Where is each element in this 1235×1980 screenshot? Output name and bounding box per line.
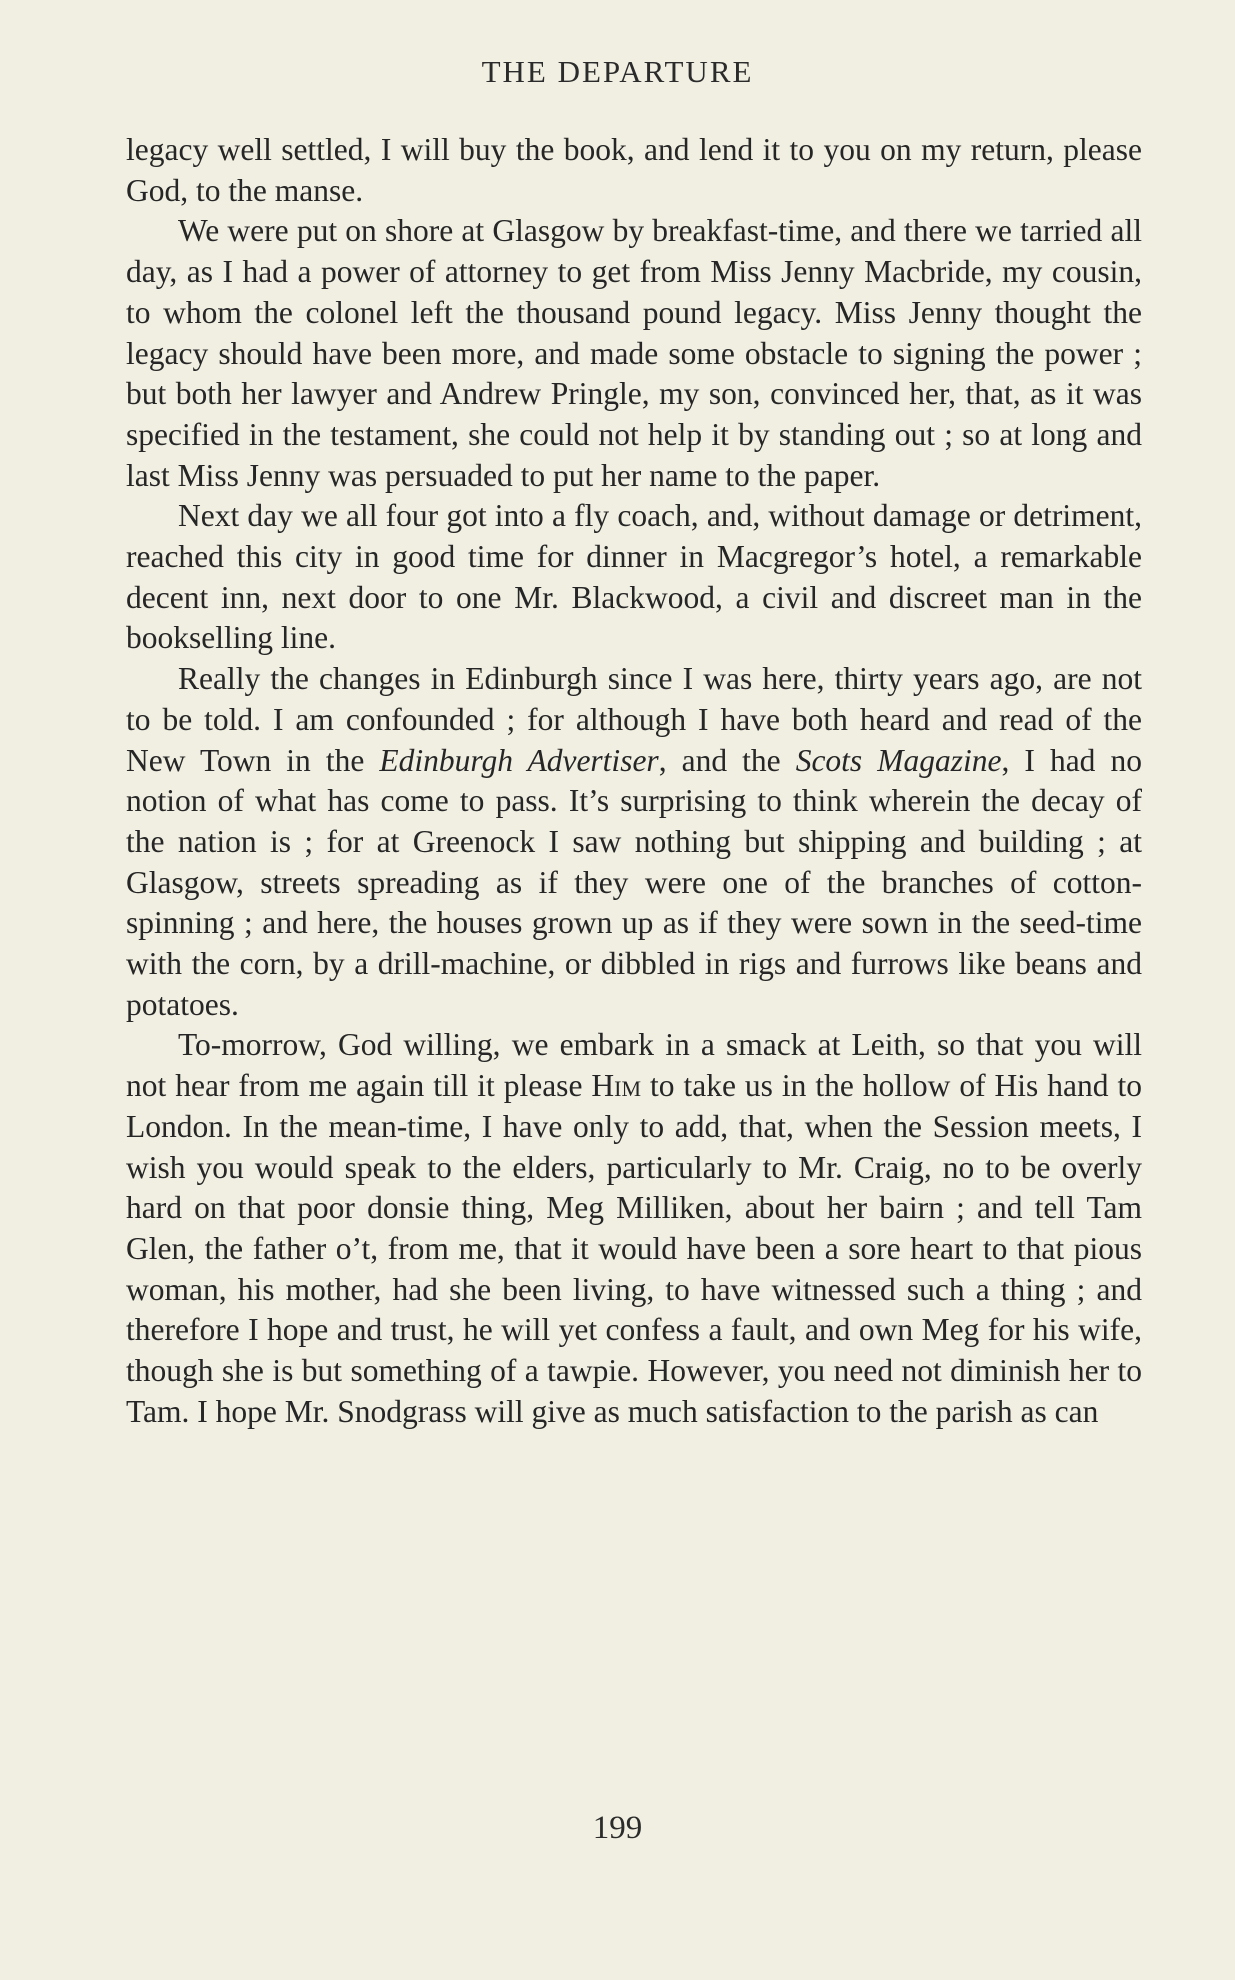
page-number: 199 xyxy=(592,1810,643,1846)
paragraph-4 xyxy=(126,659,1142,1025)
body-text xyxy=(126,130,1142,1433)
paragraph-2 xyxy=(126,211,1142,496)
title-scots-magazine: Scots Magazine xyxy=(795,742,1002,778)
paragraph-4-text-end: , I had no notion of what has come to pass. It’s surprising to think wherein the decay of the nation is ; for at Greenock I saw nothing but shipping and building ; at Glasgow, streets spreading as if they were one of the branches of cotton-spinning ; and here, the houses grown up as if they were sown in the seed-time with the corn, by a drill-machine, or dibbled in rigs and furrows like beans and potatoes. xyxy=(126,742,1142,1022)
paragraph-4-text-mid: , and the xyxy=(658,742,796,778)
paragraph-5 xyxy=(126,1025,1142,1432)
running-head: THE DEPARTURE xyxy=(481,54,754,89)
paragraph-3 xyxy=(126,496,1142,659)
paragraph-5-text-end: to take us in the hollow of His hand to London. In the mean-time, I have only to add, that, when the Session meets, I wish you would speak to the elders, particularly to Mr. Craig, no to be overly hard on that poor donsie thing, Meg Milliken, about her bairn ; and tell Tam Glen, the father o’t, from me, that it would have been a sore heart to that pious woman, his mother, had she been living, to have witnessed such a thing ; and therefore I hope and trust, he will yet confess a fault, and own Meg for his wife, though she is but something of a tawpie. However, you need not diminish her to Tam. I hope Mr. Snodgrass will give as much satisfaction to the parish as can xyxy=(126,1068,1142,1429)
paragraph-2-text: We were put on shore at Glasgow by breakfast-time, and there we tarried all day, as I had a power of attorney to get from Miss Jenny Macbride, my cousin, to whom the colonel left the thousand pound legacy. Miss Jenny thought the legacy should have been more, and made some obstacle to signing the power ; but both her lawyer and Andrew Pringle, my son, convinced her, that, as it was specified in the testament, she could not help it by standing out ; so at long and last Miss Jenny was persuaded to put her name to the paper. xyxy=(126,213,1142,493)
paragraph-3-text: Next day we all four got into a fly coach, and, without damage or detriment, reached this city in good time for dinner in Macgregor’s hotel, a remarkable decent inn, next door to one Mr. Blackwood, a civil and discreet man in the bookselling line. xyxy=(126,498,1142,656)
paragraph-4-text-start: Really the changes in Edinburgh since I was here, thirty years ago, are not to be told. I am confounded ; for although I have both heard and read of the New Town in the xyxy=(126,661,1142,778)
paragraph-5-text-start: To-morrow, God willing, we embark in a smack at Leith, so that you will not hear from me again till it please xyxy=(126,1027,1142,1104)
paragraph-1-text: legacy well settled, I will buy the book, and lend it to you on my return, please God, to the manse. xyxy=(126,132,1142,208)
paragraph-1 xyxy=(126,130,1142,211)
title-edinburgh-advertiser: Edinburgh Advertiser xyxy=(379,742,659,778)
small-caps-him: Him xyxy=(591,1068,642,1104)
